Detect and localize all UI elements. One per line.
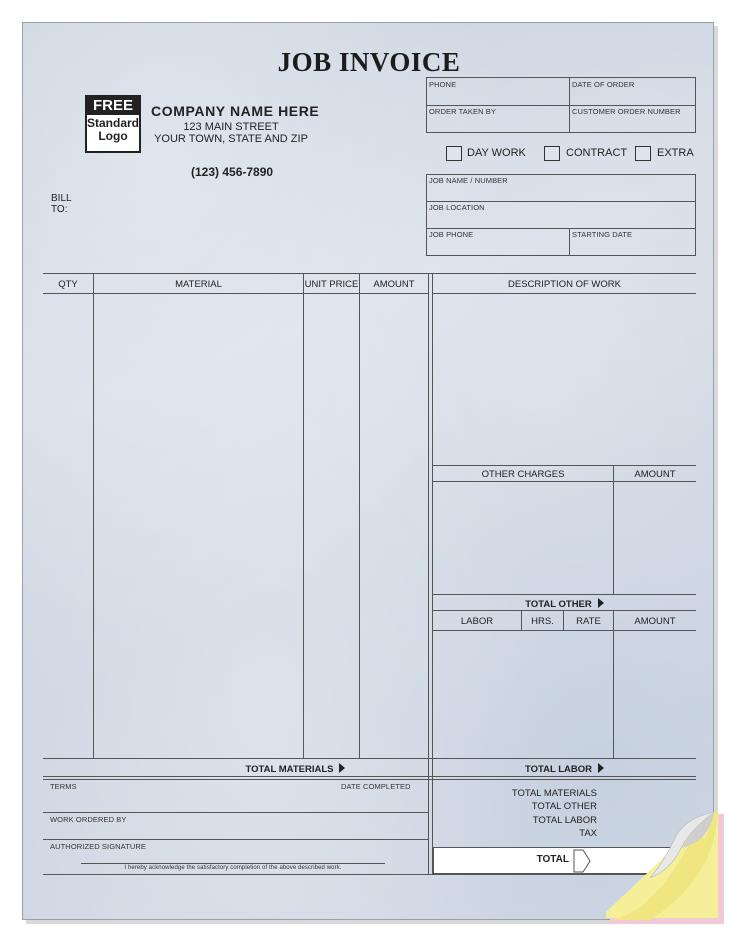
company-street: 123 MAIN STREET	[183, 121, 279, 133]
terms-field[interactable]: TERMS	[50, 782, 77, 791]
page-curl-icon	[590, 800, 740, 944]
hrs-header: HRS.	[531, 616, 554, 627]
form-title: JOB INVOICE	[277, 47, 461, 77]
logo-logo-text: Logo	[98, 129, 128, 143]
material-header: MATERIAL	[175, 279, 222, 290]
arrow-right-icon	[598, 598, 604, 608]
day-work-checkbox[interactable]	[446, 146, 462, 161]
job-name-number-field[interactable]: JOB NAME / NUMBER	[429, 176, 508, 185]
total-materials-text: TOTAL MATERIALS	[245, 764, 334, 775]
job-location-field[interactable]: JOB LOCATION	[429, 203, 485, 212]
total-other-label	[433, 598, 696, 610]
labor-header: LABOR	[460, 616, 494, 627]
logo-free-text: FREE	[87, 97, 139, 115]
work-ordered-by-field[interactable]: WORK ORDERED BY	[50, 815, 127, 824]
total-materials-label	[43, 763, 428, 775]
labor-amount-header: AMOUNT	[634, 616, 676, 627]
total-arrow-icon	[573, 849, 591, 873]
order-info-box	[426, 77, 696, 133]
date-completed-field[interactable]: DATE COMPLETED	[341, 782, 411, 791]
job-info-box	[426, 174, 696, 256]
extra-checkbox[interactable]	[635, 146, 651, 161]
phone-field[interactable]: PHONE	[429, 80, 457, 89]
job-phone-field[interactable]: JOB PHONE	[429, 230, 474, 239]
arrow-right-icon	[339, 763, 345, 773]
total-labor-label	[433, 763, 696, 775]
order-taken-by-field[interactable]: ORDER TAKEN BY	[429, 107, 496, 116]
date-of-order-field[interactable]: DATE OF ORDER	[572, 80, 635, 89]
grand-total-label: TOTAL	[536, 854, 569, 865]
contract-checkbox[interactable]	[544, 146, 560, 161]
other-charges-header: OTHER CHARGES	[481, 469, 565, 480]
to-line: TO:	[51, 204, 68, 215]
summary-total-materials: TOTAL MATERIALS	[511, 788, 597, 799]
description-header: DESCRIPTION OF WORK	[508, 279, 621, 290]
starting-date-field[interactable]: STARTING DATE	[572, 230, 633, 239]
contract-label: CONTRACT	[566, 147, 628, 159]
summary-total-labor: TOTAL LABOR	[532, 815, 597, 826]
logo-standard-text: Standard	[87, 116, 140, 130]
acknowledgement-text: I hereby acknowledge the satisfactory completion of the above described work.	[124, 865, 342, 871]
total-labor-text: TOTAL LABOR	[524, 764, 593, 775]
summary-total-other: TOTAL OTHER	[531, 801, 597, 812]
summary-tax: TAX	[579, 828, 597, 839]
total-other-text: TOTAL OTHER	[525, 599, 592, 610]
other-amount-header: AMOUNT	[634, 469, 676, 480]
qty-header: QTY	[58, 279, 78, 290]
customer-order-number-field[interactable]: CUSTOMER ORDER NUMBER	[572, 107, 681, 116]
unit-price-header: UNIT PRICE	[304, 279, 359, 290]
day-work-label: DAY WORK	[467, 147, 526, 159]
rate-header: RATE	[576, 616, 601, 627]
logo	[85, 95, 141, 153]
invoice-form	[22, 22, 714, 920]
company-phone: (123) 456-7890	[191, 165, 274, 179]
extra-label: EXTRA	[657, 147, 694, 159]
company-name: COMPANY NAME HERE	[151, 103, 320, 119]
bill-line: BILL	[51, 193, 72, 204]
bill-to-label	[51, 193, 72, 215]
materials-amount-header: AMOUNT	[373, 279, 415, 290]
arrow-right-icon	[598, 763, 604, 773]
company-city: YOUR TOWN, STATE AND ZIP	[154, 133, 308, 145]
authorized-signature-field[interactable]: AUTHORIZED SIGNATURE	[50, 842, 147, 851]
